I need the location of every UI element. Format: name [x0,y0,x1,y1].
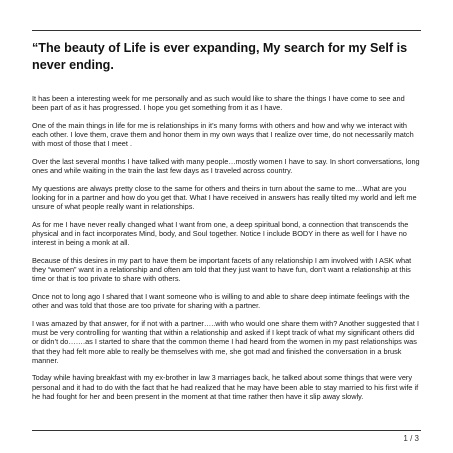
paragraph: Over the last several months I have talked with many people…mostly women I have to say. In short conversations, long ones and while waiting in the train the last few days as I traveled across country. [32,156,420,176]
paragraph: One of the main things in life for me is relationships in it’s many forms with others and how and why we interact with each other. I love them, crave them and honor them in my own ways that I realize over time, do not necessarily match with most of those that I meet . [32,120,414,149]
page-number: 1 / 3 [403,434,419,443]
paragraph: It has been a interesting week for me personally and as such would like to share the things I have come to see and been part of as it has progressed. I hope you get something from it as I have. [32,94,405,113]
header-divider [32,30,421,31]
paragraph: I was amazed by that answer, for if not with a partner…..with who would one share them with? Another suggested that I must be very controlling for wanting that within a relationship and asked if I kept track of what my significant others did or didn’t do…….as I started to share that the common theme I had heard from the women in my past relationships was that they had felt more able to really be themselves with me, she got mad and finished the conversation in a brusk manner. [32,318,419,365]
footer-divider [32,430,421,431]
paragraph: Once not to long ago I shared that I want someone who is willing to and able to share deep intimate feelings with the other and was told that those are too private for sharing with a partner. [32,291,410,311]
document-title: “The beauty of Life is ever expanding, My search for my Self is never ending. [32,41,408,72]
paragraph: My questions are always pretty close to the same for others and theirs in turn about the same to me…What are you looking for in a partner and how do you get that. What I have received in answers has really tilted my world and left me unsure of what people really want in relationships. [32,183,417,212]
paragraph: As for me I have never really changed what I want from one, a deep spiritual bond, a connection that transcends the physical and in fact incorporates Mind, body, and Soul together. Notice I include BODY in there as well for I have no interest in being a monk at all. [32,219,409,248]
document-body [32,94,423,409]
paragraph: Because of this desires in my part to have them be important facets of any relationship I am involved with I ASK what they “women” want in a relationship and often am told that they just want to have fun, don’t want a relationship at this time or that is too private to share with others. [32,255,412,284]
paragraph: Today while having breakfast with my ex-brother in law 3 marriages back, he talked about some things that were very personal and it had to do with the fact that he had realized that he may have been able to stay married to his first wife if he had fought for her and been present in the moment at that time rather then have it slip away slowly. [32,373,419,401]
